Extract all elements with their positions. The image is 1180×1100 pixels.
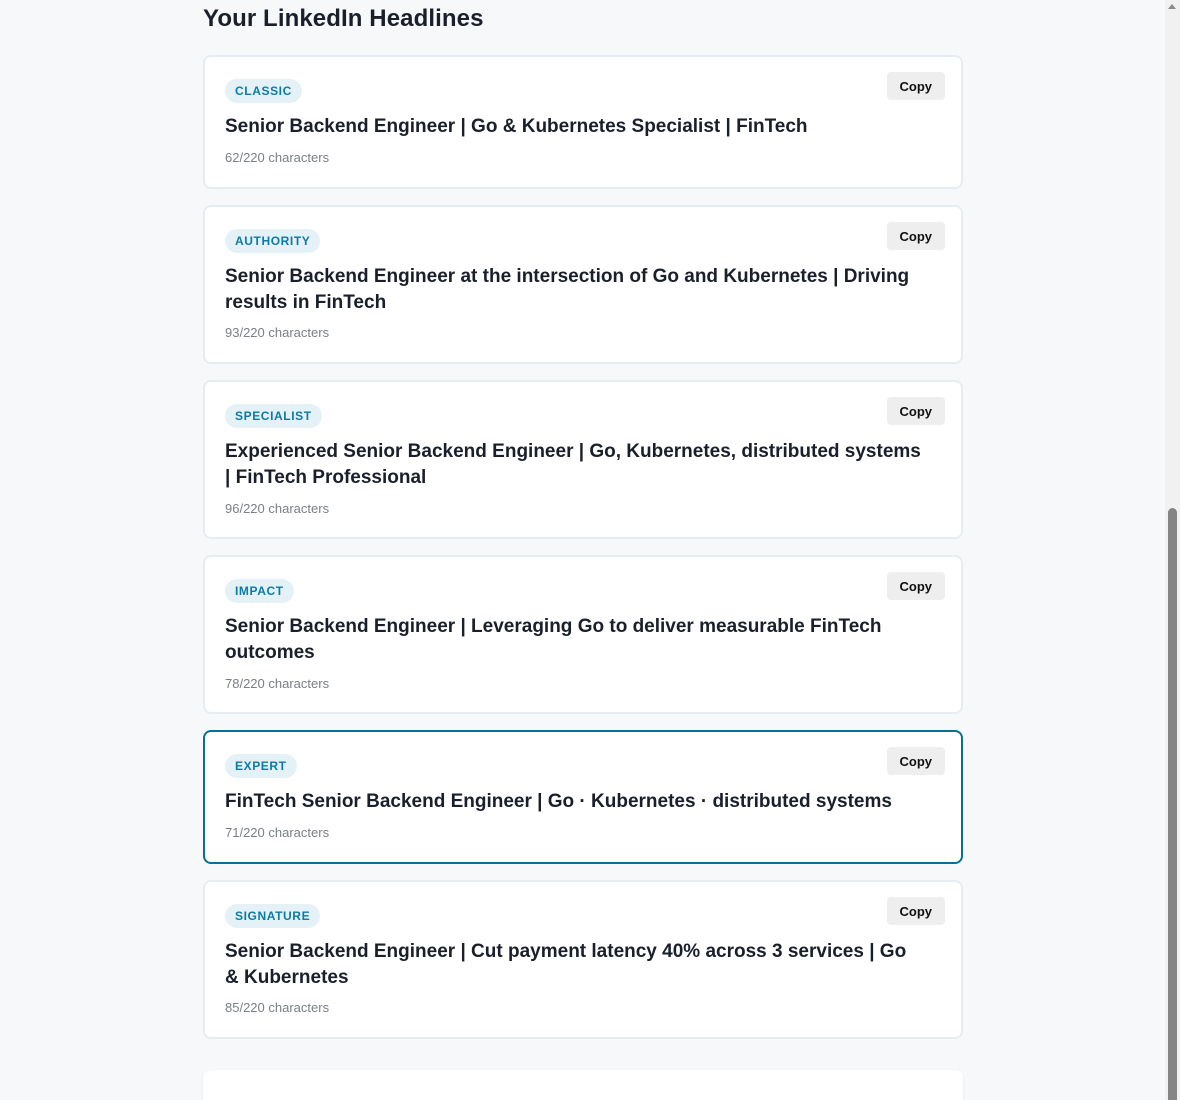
- headline-card-signature: [203, 880, 963, 1039]
- page-title: Your LinkedIn Headlines: [203, 5, 484, 32]
- style-badge: AUTHORITY: [225, 229, 320, 253]
- copy-button[interactable]: Copy: [887, 397, 946, 425]
- style-badge: CLASSIC: [225, 79, 302, 103]
- style-badge: IMPACT: [225, 579, 294, 603]
- character-count: 62/220 characters: [225, 150, 330, 165]
- headline-text: Senior Backend Engineer at the intersection of Go and Kubernetes | Driving results in FinTech: [225, 266, 910, 313]
- headline-card-expert[interactable]: [203, 730, 963, 864]
- headline-text: FinTech Senior Backend Engineer | Go · Kubernetes · distributed systems: [225, 791, 892, 812]
- headline-card-specialist: [203, 380, 963, 539]
- character-count: 78/220 characters: [225, 676, 330, 691]
- headline-text: Experienced Senior Backend Engineer | Go, Kubernetes, distributed systems | FinTech Professional: [225, 441, 921, 488]
- style-badge: EXPERT: [225, 754, 297, 778]
- character-count: 93/220 characters: [225, 325, 330, 340]
- character-count: 71/220 characters: [225, 825, 330, 840]
- scrollbar-thumb[interactable]: [1168, 508, 1177, 1100]
- character-count: 85/220 characters: [225, 1000, 330, 1015]
- style-badge: SIGNATURE: [225, 904, 320, 928]
- scroll-up-arrow-icon[interactable]: [1168, 4, 1176, 9]
- headline-card-classic: [203, 55, 963, 189]
- headline-card-authority: [203, 205, 963, 364]
- copy-button[interactable]: Copy: [887, 747, 946, 775]
- copy-button[interactable]: Copy: [887, 572, 946, 600]
- next-section-card: [203, 1070, 963, 1100]
- headline-text: Senior Backend Engineer | Leveraging Go to deliver measurable FinTech outcomes: [225, 616, 882, 663]
- copy-button[interactable]: Copy: [887, 222, 946, 250]
- copy-button[interactable]: Copy: [887, 72, 946, 100]
- headline-text: Senior Backend Engineer | Go & Kubernetes Specialist | FinTech: [225, 116, 808, 137]
- style-badge: SPECIALIST: [225, 404, 322, 428]
- page-scrollbar[interactable]: [1165, 0, 1180, 1100]
- headline-text: Senior Backend Engineer | Cut payment latency 40% across 3 services | Go & Kubernetes: [225, 941, 907, 988]
- headline-card-impact: [203, 555, 963, 714]
- character-count: 96/220 characters: [225, 501, 330, 516]
- copy-button[interactable]: Copy: [887, 897, 946, 925]
